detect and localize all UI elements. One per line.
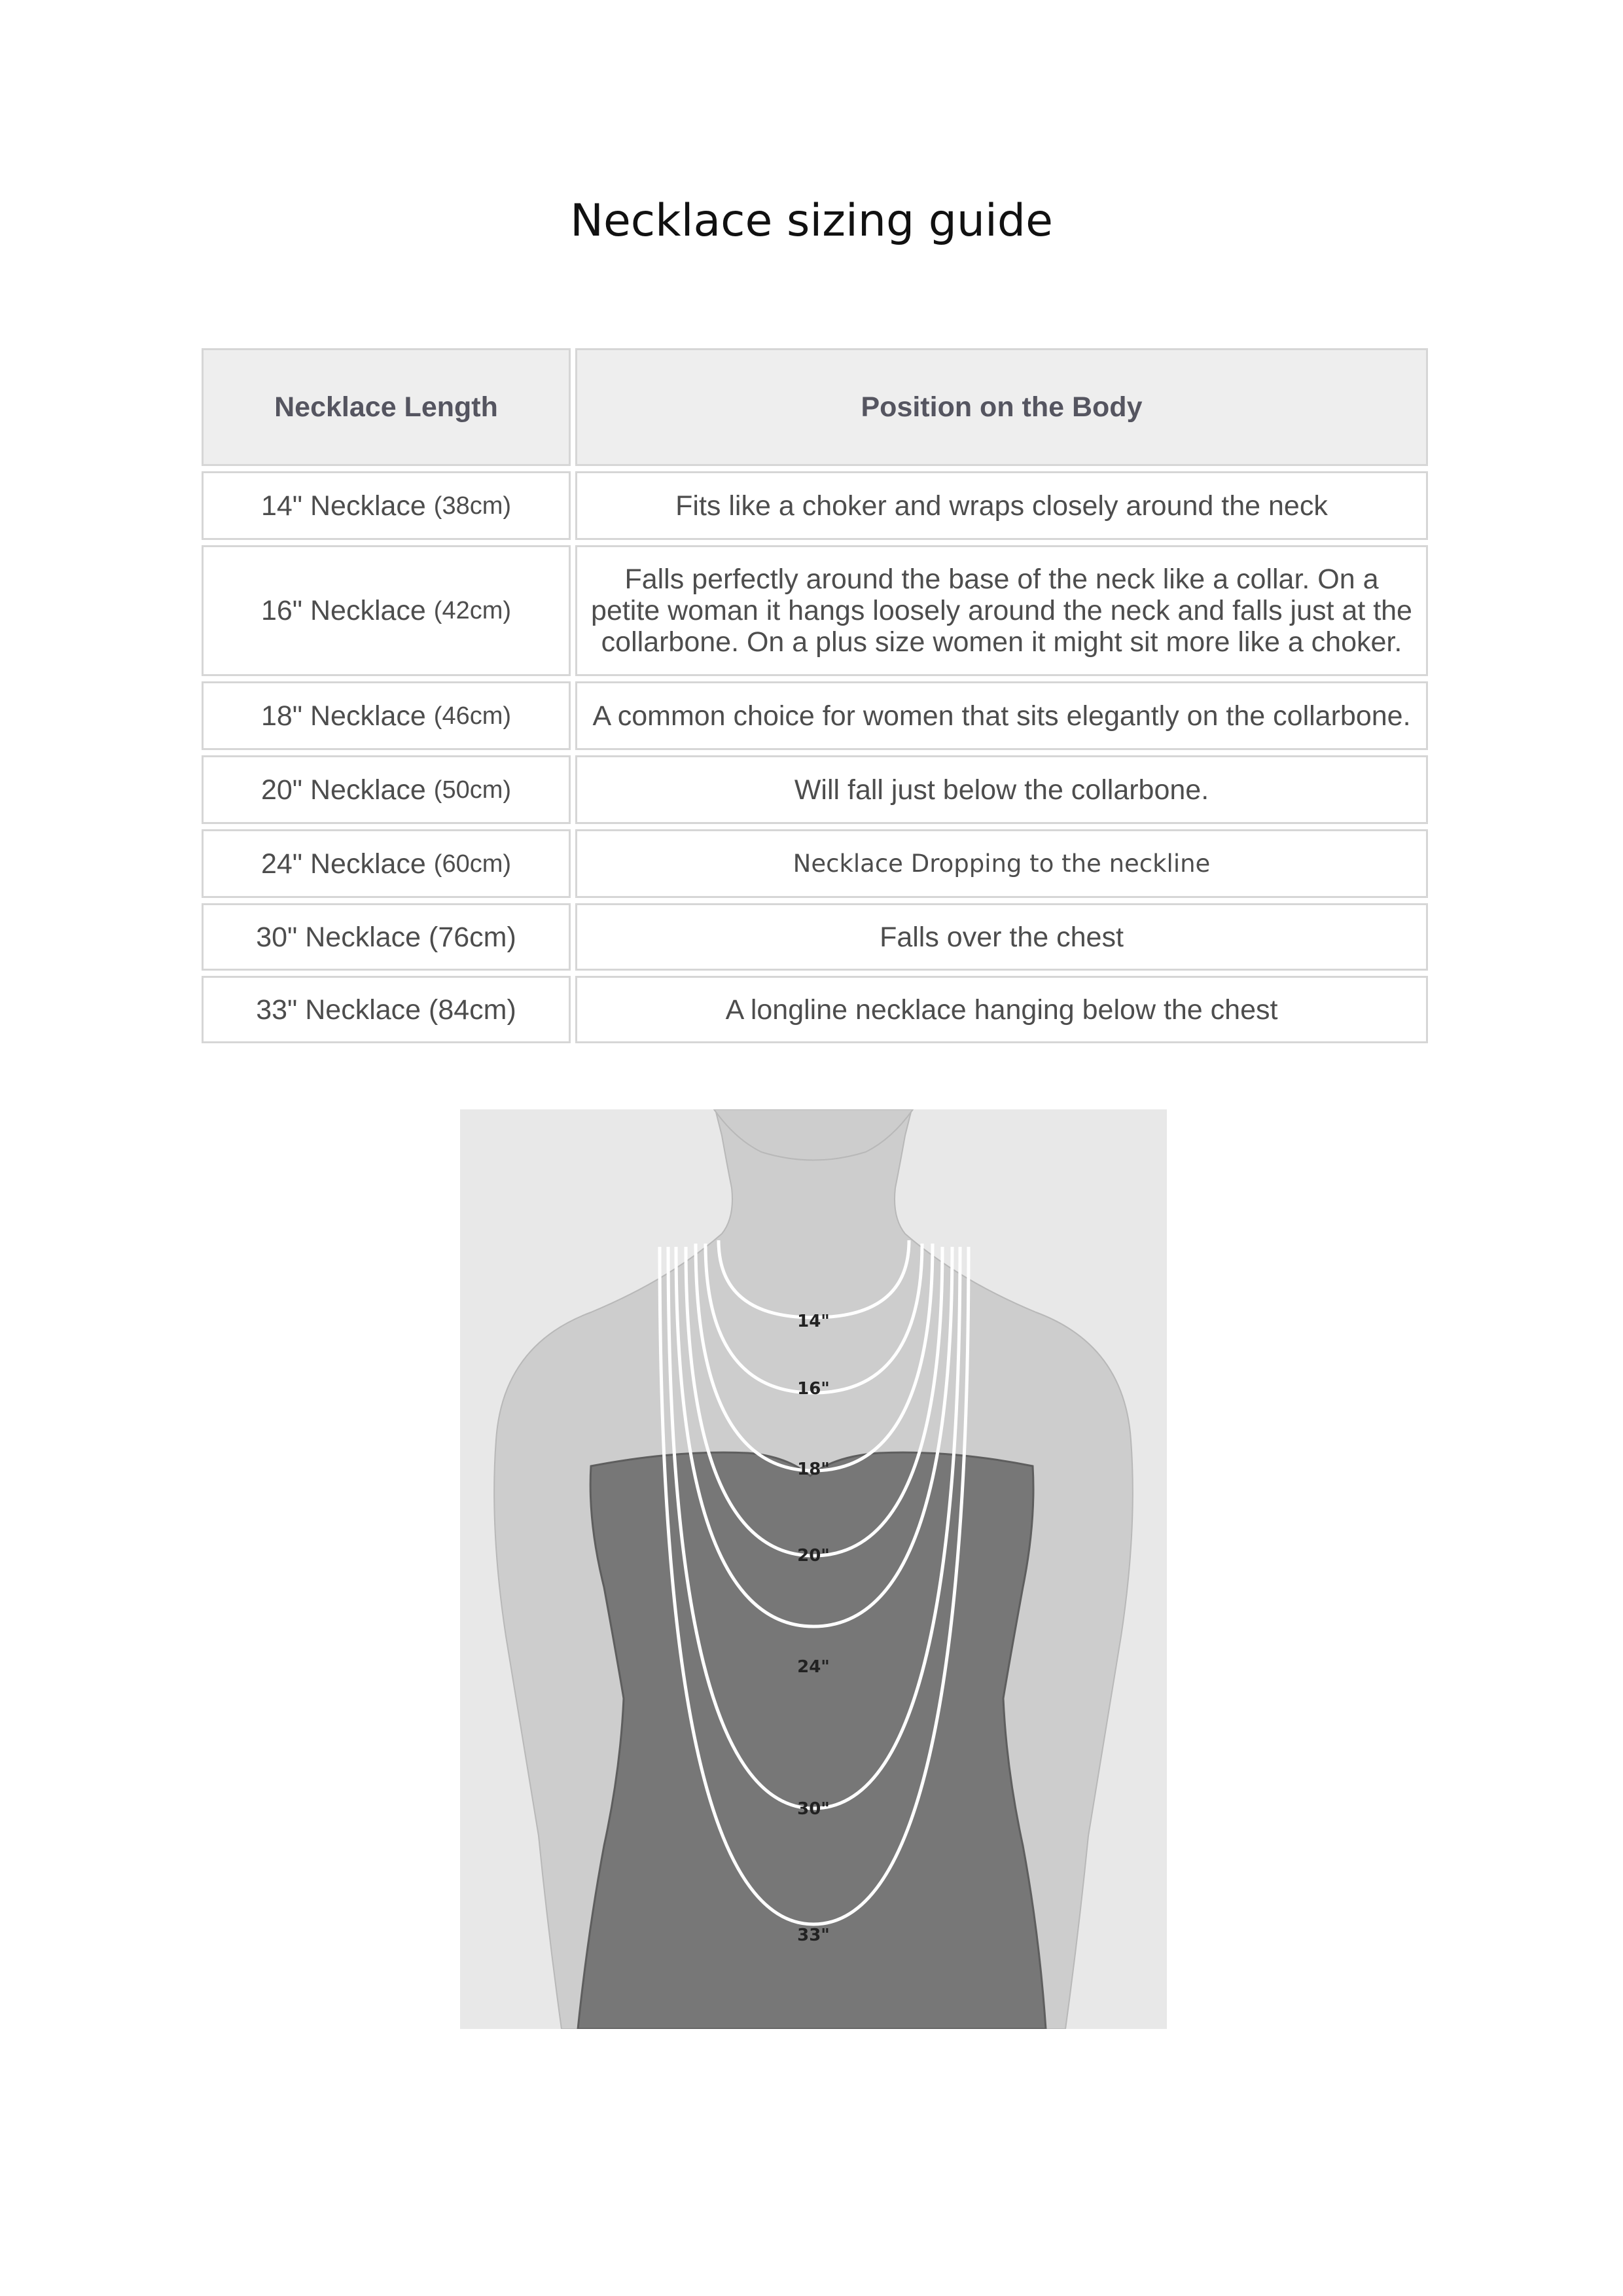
description-cell: Falls over the chest [575,903,1428,971]
table-row [202,545,1428,676]
necklace-length-label: 33" [797,1926,830,1945]
table-row [202,976,1428,1043]
necklace-length-label: 16" [797,1379,830,1399]
page-title: Necklace sizing guide [570,195,1053,247]
description-cell: Will fall just below the collarbone. [575,755,1428,824]
table-row [202,681,1428,750]
metric-text: (46cm) [433,702,512,730]
table-row [202,471,1428,540]
necklace-length-label: 24" [797,1657,830,1677]
necklace-length-label: 30" [797,1799,830,1819]
length-text: 18" Necklace [260,700,426,732]
table-row [202,755,1428,824]
length-text: 20" Necklace [260,774,426,806]
necklace-length-label: 18" [797,1460,830,1479]
sizing-table [202,348,1428,1049]
description-cell: Necklace Dropping to the neckline [575,829,1428,898]
length-cell [202,829,571,898]
necklace-length-label: 20" [797,1546,830,1566]
table-row [202,829,1428,898]
table-row [202,903,1428,971]
length-cell [202,471,571,540]
metric-text: (38cm) [433,492,512,520]
necklace-length-label: 14" [797,1312,830,1331]
metric-text: (50cm) [433,776,512,804]
length-cell [202,545,571,676]
header-necklace-length: Necklace Length [202,348,571,466]
metric-text: (42cm) [433,597,512,624]
length-text: 16" Necklace [260,595,426,626]
description-cell: A longline necklace hanging below the chest [575,976,1428,1043]
length-text: 24" Necklace [260,848,426,880]
description-cell: A common choice for women that sits elegantly on the collarbone. [575,681,1428,750]
description-cell: Falls perfectly around the base of the neck like a collar. On a petite woman it hangs loosely around the neck and falls just at the collarbone. On a plus size women it might sit more like a choker. [575,545,1428,676]
header-position-on-body: Position on the Body [575,348,1428,466]
length-cell: 33" Necklace (84cm) [202,976,571,1043]
length-text: 14" Necklace [260,490,426,522]
length-cell [202,681,571,750]
description-cell: Fits like a choker and wraps closely around the neck [575,471,1428,540]
table-header-row [202,348,1428,466]
length-cell [202,755,571,824]
length-cell: 30" Necklace (76cm) [202,903,571,971]
metric-text: (60cm) [433,850,512,878]
necklace-length-illustration [460,1109,1167,2029]
